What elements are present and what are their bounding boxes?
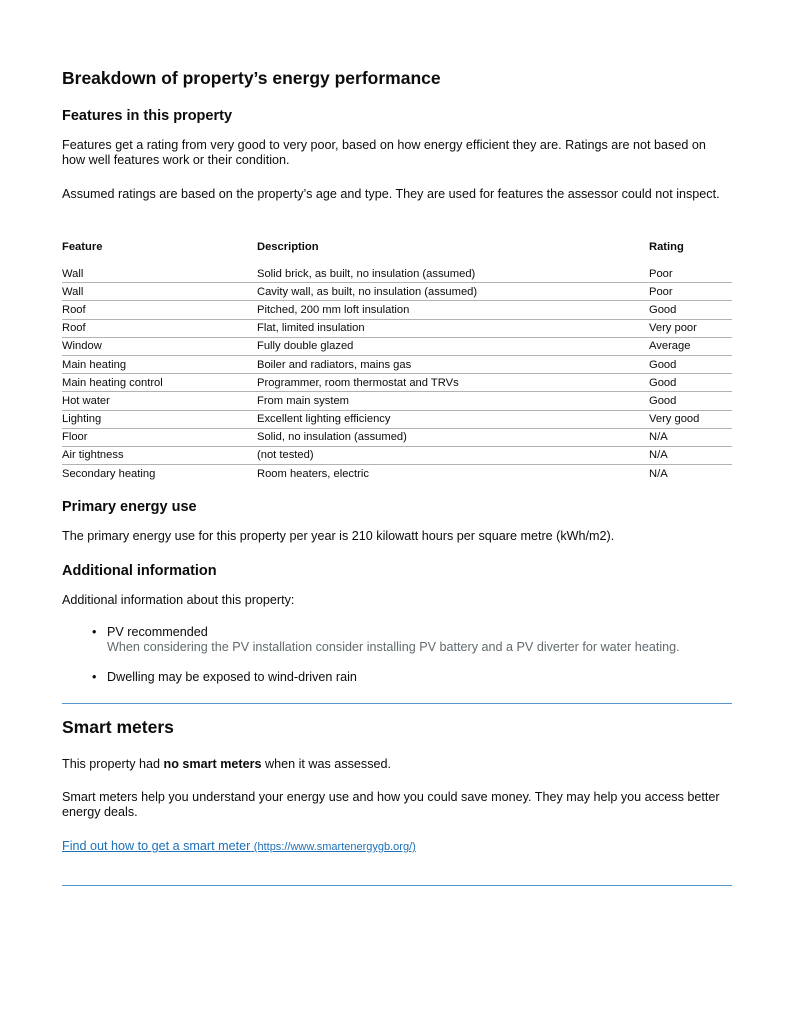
cell-feature: Wall (62, 265, 257, 283)
additional-info-heading: Additional information (62, 563, 217, 579)
cell-feature: Secondary heating (62, 467, 156, 480)
page-title: Breakdown of property’s energy performance (62, 68, 441, 88)
table-row (62, 465, 732, 483)
section-divider (62, 703, 732, 704)
list-item-detail: When considering the PV installation consider installing PV battery and a PV diverter for water heating. (107, 640, 680, 654)
status-prefix: This property had (62, 757, 164, 771)
features-table-body (62, 265, 732, 482)
cell-feature: Main heating (62, 355, 257, 373)
status-bold: no smart meters (163, 757, 262, 771)
cell-description: Fully double glazed (257, 337, 649, 355)
cell-feature: Hot water (62, 392, 257, 410)
cell-description: Solid brick, as built, no insulation (assumed) (257, 265, 649, 283)
table-row (62, 337, 732, 355)
cell-feature: Main heating control (62, 374, 257, 392)
cell-rating: N/A (649, 428, 732, 446)
table-row (62, 265, 732, 283)
cell-feature: Roof (62, 319, 257, 337)
cell-rating: Good (649, 301, 732, 319)
status-suffix: when it was assessed. (261, 757, 392, 771)
column-header-feature: Feature (62, 241, 103, 253)
table-row (62, 410, 732, 428)
cell-rating: Very poor (649, 319, 732, 337)
cell-rating: Poor (649, 283, 732, 301)
smart-meter-link-url[interactable]: (https://www.smartenergygb.org/) (253, 841, 416, 853)
cell-description: Programmer, room thermostat and TRVs (257, 374, 649, 392)
table-row (62, 319, 732, 337)
cell-description: Pitched, 200 mm loft insulation (257, 301, 649, 319)
cell-feature: Air tightness (62, 446, 257, 464)
primary-energy-heading: Primary energy use (62, 499, 197, 515)
table-row (62, 374, 732, 392)
column-header-description: Description (257, 241, 319, 253)
cell-feature: Lighting (62, 410, 257, 428)
features-intro-1: Features get a rating from very good to very poor, based on how energy efficient they are. Ratings are not based on how well features work or their condition. (62, 138, 706, 167)
table-header-row (62, 241, 732, 265)
table-row (62, 392, 732, 410)
cell-feature: Wall (62, 283, 257, 301)
cell-rating: Good (649, 355, 732, 373)
table-row (62, 355, 732, 373)
column-header-rating: Rating (649, 241, 684, 253)
cell-description: Excellent lighting efficiency (257, 410, 649, 428)
smart-meters-status (62, 757, 732, 772)
cell-feature: Window (62, 337, 257, 355)
features-heading: Features in this property (62, 108, 233, 124)
cell-rating: N/A (649, 467, 668, 480)
cell-feature: Roof (62, 301, 257, 319)
table-row (62, 283, 732, 301)
table-row (62, 301, 732, 319)
cell-rating: N/A (649, 446, 732, 464)
cell-rating: Very good (649, 410, 732, 428)
cell-description: Flat, limited insulation (257, 319, 649, 337)
list-item (62, 625, 732, 655)
cell-rating: Average (649, 337, 732, 355)
cell-description: Solid, no insulation (assumed) (257, 428, 649, 446)
smart-meter-link[interactable] (62, 839, 416, 855)
cell-description: Room heaters, electric (257, 467, 369, 480)
cell-description: (not tested) (257, 446, 649, 464)
table-row (62, 428, 732, 446)
cell-rating: Good (649, 374, 732, 392)
primary-energy-text: The primary energy use for this property per year is 210 kilowatt hours per square metre (kWh/m2). (62, 529, 615, 543)
cell-description: Cavity wall, as built, no insulation (assumed) (257, 283, 649, 301)
features-intro-2: Assumed ratings are based on the property’s age and type. They are used for features the assessor could not inspect. (62, 187, 720, 201)
list-item (62, 670, 732, 685)
cell-description: From main system (257, 392, 649, 410)
smart-meter-link-text[interactable]: Find out how to get a smart meter (62, 839, 251, 853)
additional-info-intro: Additional information about this property: (62, 593, 295, 607)
list-item-title: Dwelling may be exposed to wind-driven rain (107, 670, 357, 684)
table-row (62, 446, 732, 464)
smart-meters-info: Smart meters help you understand your energy use and how you could save money. They may help you access better energy deals. (62, 790, 720, 819)
list-item-title: PV recommended (107, 625, 208, 639)
section-divider (62, 885, 732, 886)
cell-rating: Good (649, 392, 732, 410)
cell-description: Boiler and radiators, mains gas (257, 355, 649, 373)
smart-meters-heading: Smart meters (62, 717, 174, 737)
cell-feature: Floor (62, 428, 257, 446)
cell-rating: Poor (649, 265, 732, 283)
additional-info-list (62, 625, 732, 685)
features-table (62, 241, 732, 482)
